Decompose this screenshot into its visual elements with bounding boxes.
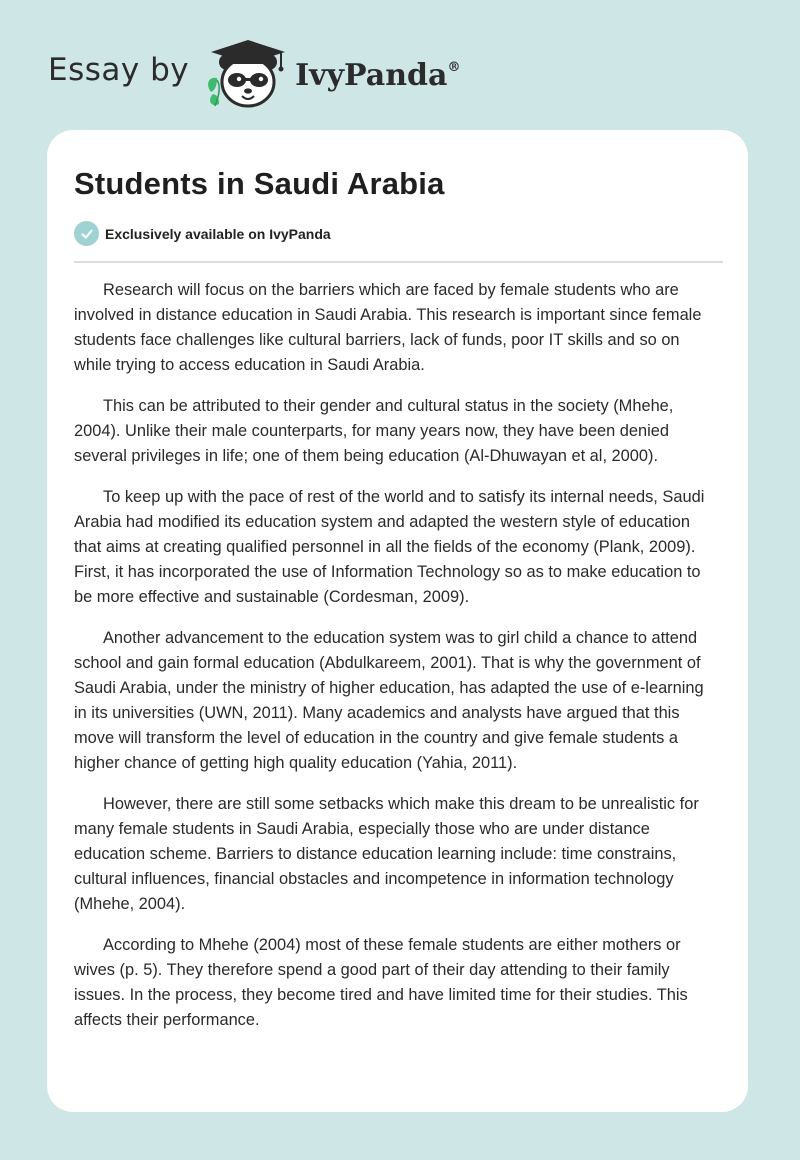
brand-header[interactable] xyxy=(48,34,460,114)
panda-graduate-icon xyxy=(203,34,293,114)
paragraph: Another advancement to the education system was to girl child a chance to attend school and gain formal education (Abdulkareem, 2001). That is why the government of Saudi Arabia, under the ministry of higher education, has adapted the use of e-learning in its universities (UWN, 2011). Many academics and analysts have argued that this move will transform the level of education in the country and give female students a higher chance of getting high quality education (Yahia, 2011). xyxy=(74,629,704,772)
brand-name: IvyPanda® xyxy=(295,57,461,93)
paragraph: This can be attributed to their gender and cultural status in the society (Mhehe, 2004). Unlike their male counterparts, for many years now, they have been denied several privileges in life; one of them being education (Al-Dhuwayan et al, 2000). xyxy=(74,397,674,465)
essay-card xyxy=(47,130,748,1112)
paragraph: Research will focus on the barriers which are faced by female students who are involved in distance education in Saudi Arabia. This research is important since female students face challenges like cultural barriers, lack of funds, poor IT skills and so on while trying to access education in Saudi Arabia. xyxy=(74,281,702,374)
brand-prefix: Essay by xyxy=(48,52,190,88)
divider xyxy=(74,261,723,263)
registered-mark: ® xyxy=(447,59,461,75)
exclusive-badge xyxy=(74,221,331,246)
page-title: Students in Saudi Arabia xyxy=(74,166,445,201)
exclusive-badge-label: Exclusively available on IvyPanda xyxy=(105,225,331,242)
essay-body xyxy=(74,278,718,1049)
paragraph: However, there are still some setbacks which make this dream to be unrealistic for many female students in Saudi Arabia, especially those who are under distance education scheme. Barriers to distance education learning include: time constrains, cultural influences, financial obstacles and incompetence in information technology (Mhehe, 2004). xyxy=(74,795,699,913)
paragraph: To keep up with the pace of rest of the world and to satisfy its internal needs, Saudi Arabia had modified its education system and adapted the western style of education that aims at creating qualified personnel in all the fields of the economy (Plank, 2009). First, it has incorporated the use of Information Technology so as to make education to be more effective and sustainable (Cordesman, 2009). xyxy=(74,488,705,606)
paragraph: According to Mhehe (2004) most of these female students are either mothers or wives (p. 5). They therefore spend a good part of their day attending to their family issues. In the process, they become tired and have limited time for their studies. This affects their performance. xyxy=(74,936,688,1029)
check-circle-icon xyxy=(74,221,99,246)
